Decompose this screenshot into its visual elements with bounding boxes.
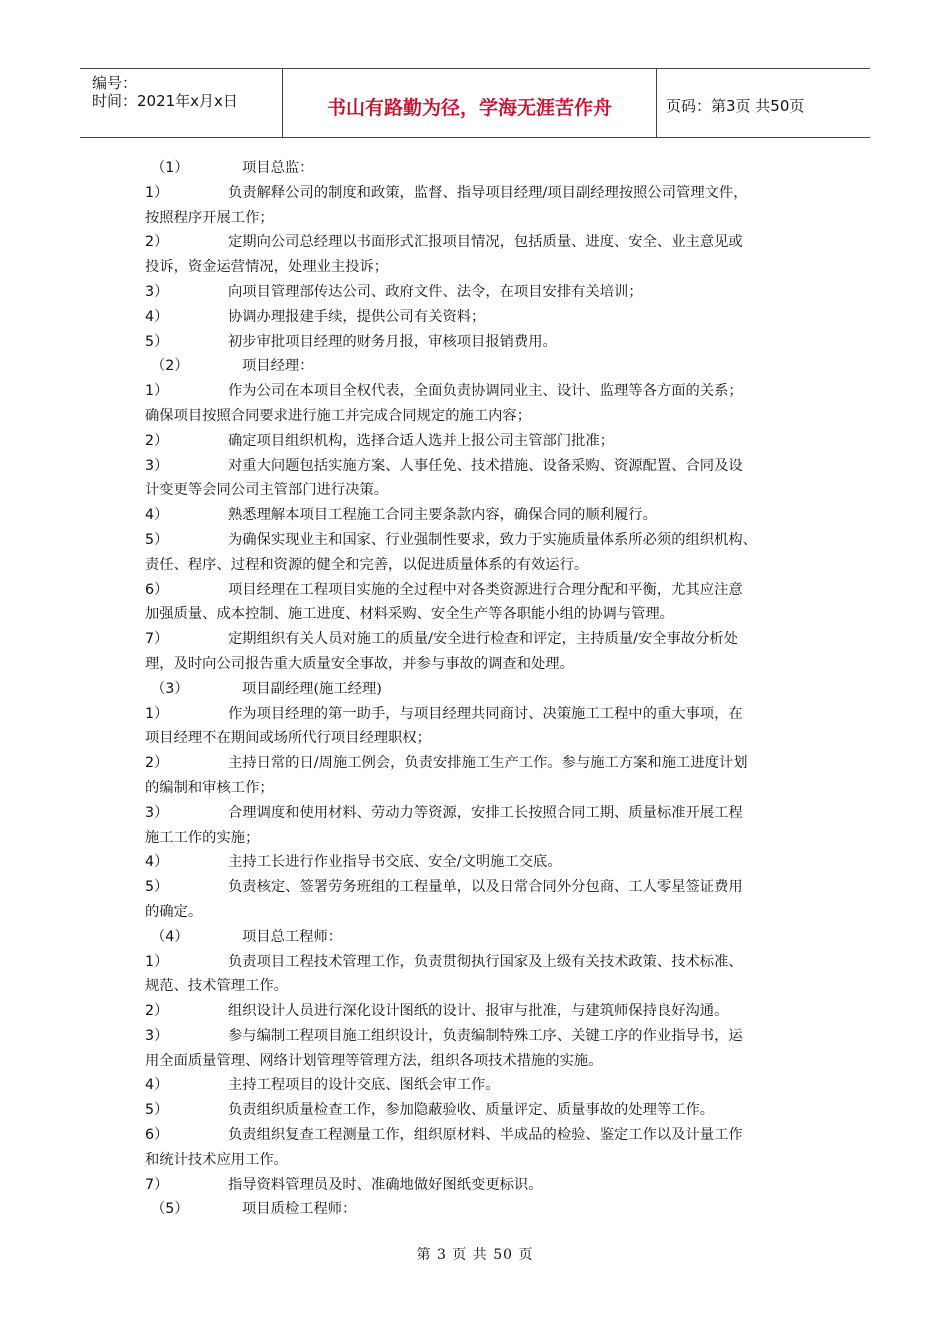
list-item [145, 1173, 810, 1198]
list-item [145, 875, 810, 900]
list-item-continuation [145, 206, 810, 231]
item-text: 确保项目按照合同要求进行施工并完成合同规定的施工内容； [145, 407, 532, 424]
item-text: 施工工作的实施； [145, 829, 260, 846]
item-text: 投诉，资金运营情况，处理业主投诉； [145, 259, 389, 276]
list-item-continuation [145, 404, 810, 429]
item-number: 4） [145, 507, 169, 524]
item-number: 5） [145, 531, 169, 548]
list-item [145, 702, 810, 727]
item-text: 为确保实现业主和国家、行业强制性要求，致力于实施质量体系所必须的组织机构、 [228, 531, 757, 548]
item-text: 指导资料管理员及时、准确地做好图纸变更标识。 [228, 1176, 543, 1193]
item-number: 2） [145, 1003, 169, 1020]
item-text: 确定项目组织机构，选择合适人选并上报公司主管部门批准； [228, 432, 615, 449]
list-item [145, 379, 810, 404]
list-item-continuation [145, 1049, 810, 1074]
header-motto-cell [283, 69, 657, 137]
list-item [145, 801, 810, 826]
list-item [145, 578, 810, 603]
section-heading [145, 1197, 810, 1222]
item-number: 2） [145, 755, 169, 772]
section-heading [145, 925, 810, 950]
item-text: 作为公司在本项目全权代表，全面负责协调同业主、设计、监理等各方面的关系； [228, 383, 743, 400]
item-text: 的编制和审核工作； [145, 779, 274, 796]
item-number: （4） [151, 928, 189, 945]
list-item [145, 454, 810, 479]
list-item [145, 1024, 810, 1049]
item-text: 用全面质量管理、网络计划管理等管理方法，组织各项技术措施的实施。 [145, 1052, 603, 1069]
document-body [145, 156, 810, 1222]
list-item-continuation [145, 726, 810, 751]
list-item [145, 181, 810, 206]
item-number: （5） [151, 1201, 189, 1218]
item-number: 5） [145, 879, 169, 896]
item-text: 和统计技术应用工作。 [145, 1151, 288, 1168]
list-item [145, 950, 810, 975]
item-text: 初步审批项目经理的财务月报，审核项目报销费用。 [228, 333, 557, 350]
list-item [145, 528, 810, 553]
item-text: 规范、技术管理工作。 [145, 978, 288, 995]
list-item-continuation [145, 478, 810, 503]
list-item-continuation [145, 652, 810, 677]
page-header [80, 68, 870, 138]
item-text: 协调办理报建手续，提供公司有关资料； [228, 308, 486, 325]
list-item [145, 751, 810, 776]
list-item [145, 999, 810, 1024]
date-label: 时间：2021年x月x日 [92, 92, 238, 110]
item-text: 项目经理在工程项目实施的全过程中对各类资源进行合理分配和平衡，尤其应注意 [228, 581, 743, 598]
item-text: 定期向公司总经理以书面形式汇报项目情况，包括质量、进度、安全、业主意见或 [228, 234, 743, 251]
item-number: 6） [145, 581, 169, 598]
item-text: 负责项目工程技术管理工作，负责贯彻执行国家及上级有关技术政策、技术标准、 [228, 953, 743, 970]
header-meta [80, 69, 283, 137]
item-text: 项目质检工程师： [242, 1201, 357, 1218]
item-text: 主持工长进行作业指导书交底、安全/文明施工交底。 [228, 854, 562, 871]
section-heading [145, 354, 810, 379]
item-text: 项目总工程师： [242, 928, 343, 945]
item-number: （2） [151, 358, 189, 375]
page-footer: 第 3 页 共 50 页 [416, 1247, 534, 1263]
section-heading [145, 156, 810, 181]
list-item [145, 1123, 810, 1148]
item-text: 按照程序开展工作； [145, 209, 274, 226]
item-text: 责任、程序、过程和资源的健全和完善，以促进质量体系的有效运行。 [145, 556, 589, 573]
item-text: 计变更等会同公司主管部门进行决策。 [145, 482, 389, 499]
header-page-cell [657, 69, 870, 137]
section-heading [145, 677, 810, 702]
item-number: 1） [145, 383, 169, 400]
list-item-continuation [145, 974, 810, 999]
item-text: 组织设计人员进行深化设计图纸的设计、报审与批准，与建筑师保持良好沟通。 [228, 1003, 729, 1020]
item-text: 项目经理： [242, 358, 314, 375]
list-item-continuation [145, 900, 810, 925]
item-text: 向项目管理部传达公司、政府文件、法令，在项目安排有关培训； [228, 283, 643, 300]
item-number: 5） [145, 1102, 169, 1119]
item-number: 1） [145, 953, 169, 970]
item-text: 加强质量、成本控制、施工进度、材料采购、安全生产等各职能小组的协调与管理。 [145, 606, 674, 623]
item-text: 参与编制工程项目施工组织设计，负责编制特殊工序、关键工序的作业指导书，运 [228, 1027, 743, 1044]
item-text: 合理调度和使用材料、劳动力等资源，安排工长按照合同工期、质量标准开展工程 [228, 804, 743, 821]
list-item [145, 230, 810, 255]
item-number: 1） [145, 184, 169, 201]
list-item [145, 627, 810, 652]
item-text: 项目总监： [242, 160, 314, 176]
list-item [145, 305, 810, 330]
item-number: 1） [145, 705, 169, 722]
item-text: 定期组织有关人员对施工的质量/安全进行检查和评定，主持质量/安全事故分析处 [228, 631, 739, 648]
list-item [145, 330, 810, 355]
item-number: 7） [145, 631, 169, 648]
item-number: 4） [145, 854, 169, 871]
list-item-continuation [145, 255, 810, 280]
list-item-continuation [145, 1148, 810, 1173]
serial-label: 编号： [92, 74, 138, 92]
list-item [145, 280, 810, 305]
page-label: 页码：第3页 共50页 [666, 96, 805, 115]
item-number: （3） [151, 680, 189, 697]
item-text: 理，及时向公司报告重大质量安全事故，并参与事故的调查和处理。 [145, 655, 574, 672]
item-text: 负责核定、签署劳务班组的工程量单，以及日常合同外分包商、工人零星签证费用 [228, 879, 743, 896]
item-number: 4） [145, 1077, 169, 1094]
item-number: 7） [145, 1176, 169, 1193]
item-number: （1） [151, 160, 189, 176]
item-number: 3） [145, 283, 169, 300]
item-text: 的确定。 [145, 903, 203, 920]
item-text: 主持日常的日/周施工例会，负责安排施工生产工作。参与施工方案和施工进度计划 [228, 755, 748, 772]
item-text: 主持工程项目的设计交底、图纸会审工作。 [228, 1077, 500, 1094]
list-item-continuation [145, 602, 810, 627]
item-number: 3） [145, 804, 169, 821]
item-number: 3） [145, 1027, 169, 1044]
item-text: 负责组织质量检查工作，参加隐蔽验收、质量评定、质量事故的处理等工作。 [228, 1102, 715, 1119]
list-item-continuation [145, 776, 810, 801]
item-text: 作为项目经理的第一助手，与项目经理共同商讨、决策施工工程中的重大事项，在 [228, 705, 743, 722]
item-number: 4） [145, 308, 169, 325]
item-text: 熟悉理解本项目工程施工合同主要条款内容，确保合同的顺利履行。 [228, 507, 657, 524]
list-item [145, 1098, 810, 1123]
motto: 书山有路勤为径，学海无涯苦作舟 [326, 96, 612, 119]
item-number: 2） [145, 234, 169, 251]
list-item-continuation [145, 826, 810, 851]
item-text: 负责组织复查工程测量工作，组织原材料、半成品的检验、鉴定工作以及计量工作 [228, 1127, 743, 1144]
list-item [145, 850, 810, 875]
list-item [145, 429, 810, 454]
item-text: 对重大问题包括实施方案、人事任免、技术措施、设备采购、资源配置、合同及设 [228, 457, 743, 474]
item-number: 3） [145, 457, 169, 474]
item-number: 2） [145, 432, 169, 449]
item-number: 5） [145, 333, 169, 350]
item-text: 项目副经理(施工经理) [242, 680, 382, 697]
item-text: 项目经理不在期间或场所代行项目经理职权； [145, 730, 431, 747]
item-number: 6） [145, 1127, 169, 1144]
list-item [145, 1073, 810, 1098]
item-text: 负责解释公司的制度和政策，监督、指导项目经理/项目副经理按照公司管理文件， [228, 184, 748, 201]
list-item-continuation [145, 553, 810, 578]
list-item [145, 503, 810, 528]
